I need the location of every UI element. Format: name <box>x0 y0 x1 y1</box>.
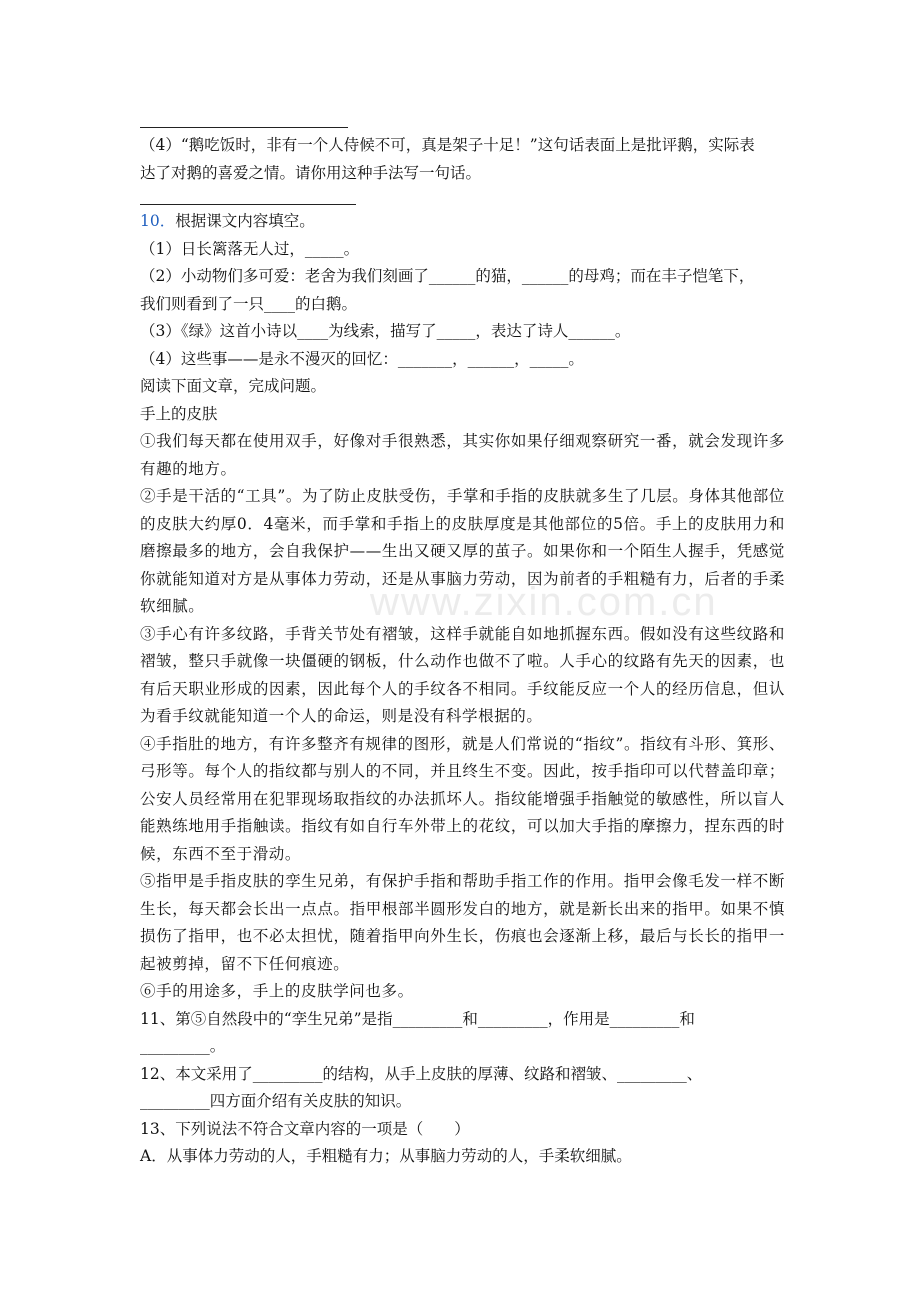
q10-heading <box>140 208 785 236</box>
q13-option-a: A．从事体力劳动的人，手粗糙有力；从事脑力劳动的人，手柔软细腻。 <box>140 1147 632 1165</box>
q11-line-1: 11、第⑤自然段中的“孪生兄弟”是指_________和_________，作用是_________和 <box>140 1009 695 1028</box>
q11-line-2: _________。 <box>140 1037 226 1055</box>
q10-prompt: 根据课文内容填空。 <box>175 212 315 230</box>
article-paragraph-3: ③手心有许多纹路，手背关节处有褶皱，这样手就能自如地抓握东西。假如没有这些纹路和褶皱，整只手就像一块僵硬的钢板，什么动作也做不了啦。人手心的纹路有先天的因素，也有后天职业形成的因素，因此每个人的手纹各不相同。手纹能反应一个人的经历信息，但认为看手纹就能知道一个人的命运，则是没有科学根据的。 <box>140 624 785 725</box>
answer-line <box>140 127 348 128</box>
article-title: 手上的皮肤 <box>140 404 218 423</box>
q12-line-1: 12、本文采用了_________的结构，从手上皮肤的厚薄、纹路和褶皱、_________、 <box>140 1064 703 1083</box>
q10-item: 我们则看到了一只____的白鹅。 <box>140 294 358 313</box>
article-paragraph-4: ④手指肚的地方，有许多整齐有规律的图形，就是人们常说的“指纹”。指纹有斗形、箕形、弓形等。每个人的指纹都与别人的不同，并且终生不变。因此，按手指印可以代替盖印章；公安人员经常用在犯罪现场取指纹的办法抓坏人。指纹能增强手指触觉的敏感性，所以盲人能熟练地用手指触读。指纹有如自行车外带上的花纹，可以加大手指的摩擦力，捏东西的时候，东西不至于滑动。 <box>140 734 785 863</box>
reading-instruction: 阅读下面文章，完成问题。 <box>140 377 327 395</box>
q9-4-line-2: 达了对鹅的喜爱之情。请你用这种手法写一句话。 <box>140 163 482 182</box>
watermark: www.zixin.com.cn <box>370 580 718 624</box>
q13-stem: 13、下列说法不符合文章内容的一项是（ ） <box>140 1119 470 1138</box>
q12-line-2: _________四方面介绍有关皮肤的知识。 <box>140 1092 412 1110</box>
q10-item: （4）这些事——是永不漫灭的回忆：_______，______，_____。 <box>140 349 584 368</box>
article-paragraph-1: ①我们每天都在使用双手，好像对手很熟悉，其实你如果仔细观察研究一番，就会发现许多有趣的地方。 <box>140 432 785 478</box>
article-paragraph-5: ⑤指甲是手指皮肤的孪生兄弟，有保护手指和帮助手指工作的作用。指甲会像毛发一样不断生长，每天都会长出一点点。指甲根部半圆形发白的地方，就是新长出来的指甲。如果不慎损伤了指甲，也不必太担忧，随着指甲向外生长，伤痕也会逐渐上移，最后与长长的指甲一起被剪掉，留不下任何痕迹。 <box>140 872 785 973</box>
q10-item: （1）日长篱落无人过，_____。 <box>140 239 360 258</box>
answer-line <box>140 204 356 205</box>
q10-item: （2）小动物们多可爱：老舍为我们刻画了______的猫，______的母鸡；而在丰子恺笔下， <box>140 267 755 285</box>
article-paragraph-2: ②手是干活的“工具”。为了防止皮肤受伤，手掌和手指的皮肤就多生了几层。身体其他部位的皮肤大约厚0．4毫米，而手掌和手指上的皮肤厚度是其他部位的5倍。手上的皮肤用力和磨擦最多的地方，会自我保护——生出又硬又厚的茧子。如果你和一个陌生人握手，凭感觉你就能知道对方是从事体力劳动，还是从事脑力劳动，因为前者的手粗糙有力，后者的手柔软细腻。 <box>140 487 785 615</box>
document-page <box>140 112 785 1171</box>
q10-number: 10． <box>140 212 176 230</box>
q9-4-line-1: （4）“鹅吃饭时，非有一个人侍候不可，真是架子十足！”这句话表面上是批评鹅，实际表 <box>140 136 755 154</box>
article-paragraph-6: ⑥手的用途多，手上的皮肤学问也多。 <box>140 982 414 1000</box>
q10-item: （3）《绿》这首小诗以____为线索，描写了_____，表达了诗人______。 <box>140 322 631 340</box>
